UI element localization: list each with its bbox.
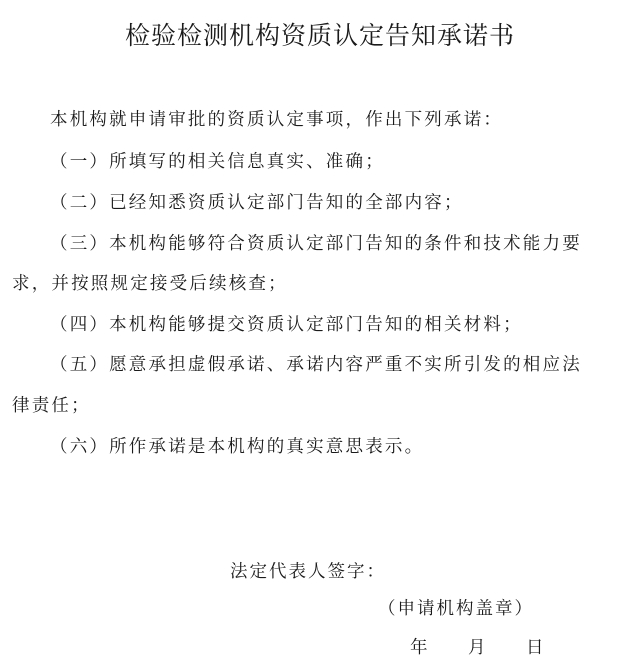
date-year-label: 年: [410, 638, 428, 658]
commitment-item-5-line-2: 律责任；: [12, 396, 91, 416]
intro-paragraph: 本机构就申请审批的资质认定事项，作出下列承诺：: [50, 110, 504, 130]
date-line: [410, 636, 544, 660]
commitment-item-2: （二）已经知悉资质认定部门告知的全部内容；: [50, 193, 464, 213]
date-month-label: 月: [468, 638, 486, 658]
signature-label: 法定代表人签字：: [230, 562, 386, 582]
commitment-item-4: （四）本机构能够提交资质认定部门告知的相关材料；: [50, 315, 523, 335]
commitment-item-1: （一）所填写的相关信息真实、准确；: [50, 152, 385, 172]
page-title: 检验检测机构资质认定告知承诺书: [124, 21, 515, 50]
commitment-item-5-line-1: （五）愿意承担虚假承诺、承诺内容严重不实所引发的相应法: [50, 355, 582, 375]
commitment-item-3-line-2: 求，并按照规定接受后续核查；: [12, 274, 288, 294]
date-day-label: 日: [526, 638, 544, 658]
seal-note: （申请机构盖章）: [378, 599, 534, 619]
commitment-item-6: （六）所作承诺是本机构的真实意思表示。: [50, 437, 425, 457]
commitment-item-3-line-1: （三）本机构能够符合资质认定部门告知的条件和技术能力要: [50, 234, 582, 254]
